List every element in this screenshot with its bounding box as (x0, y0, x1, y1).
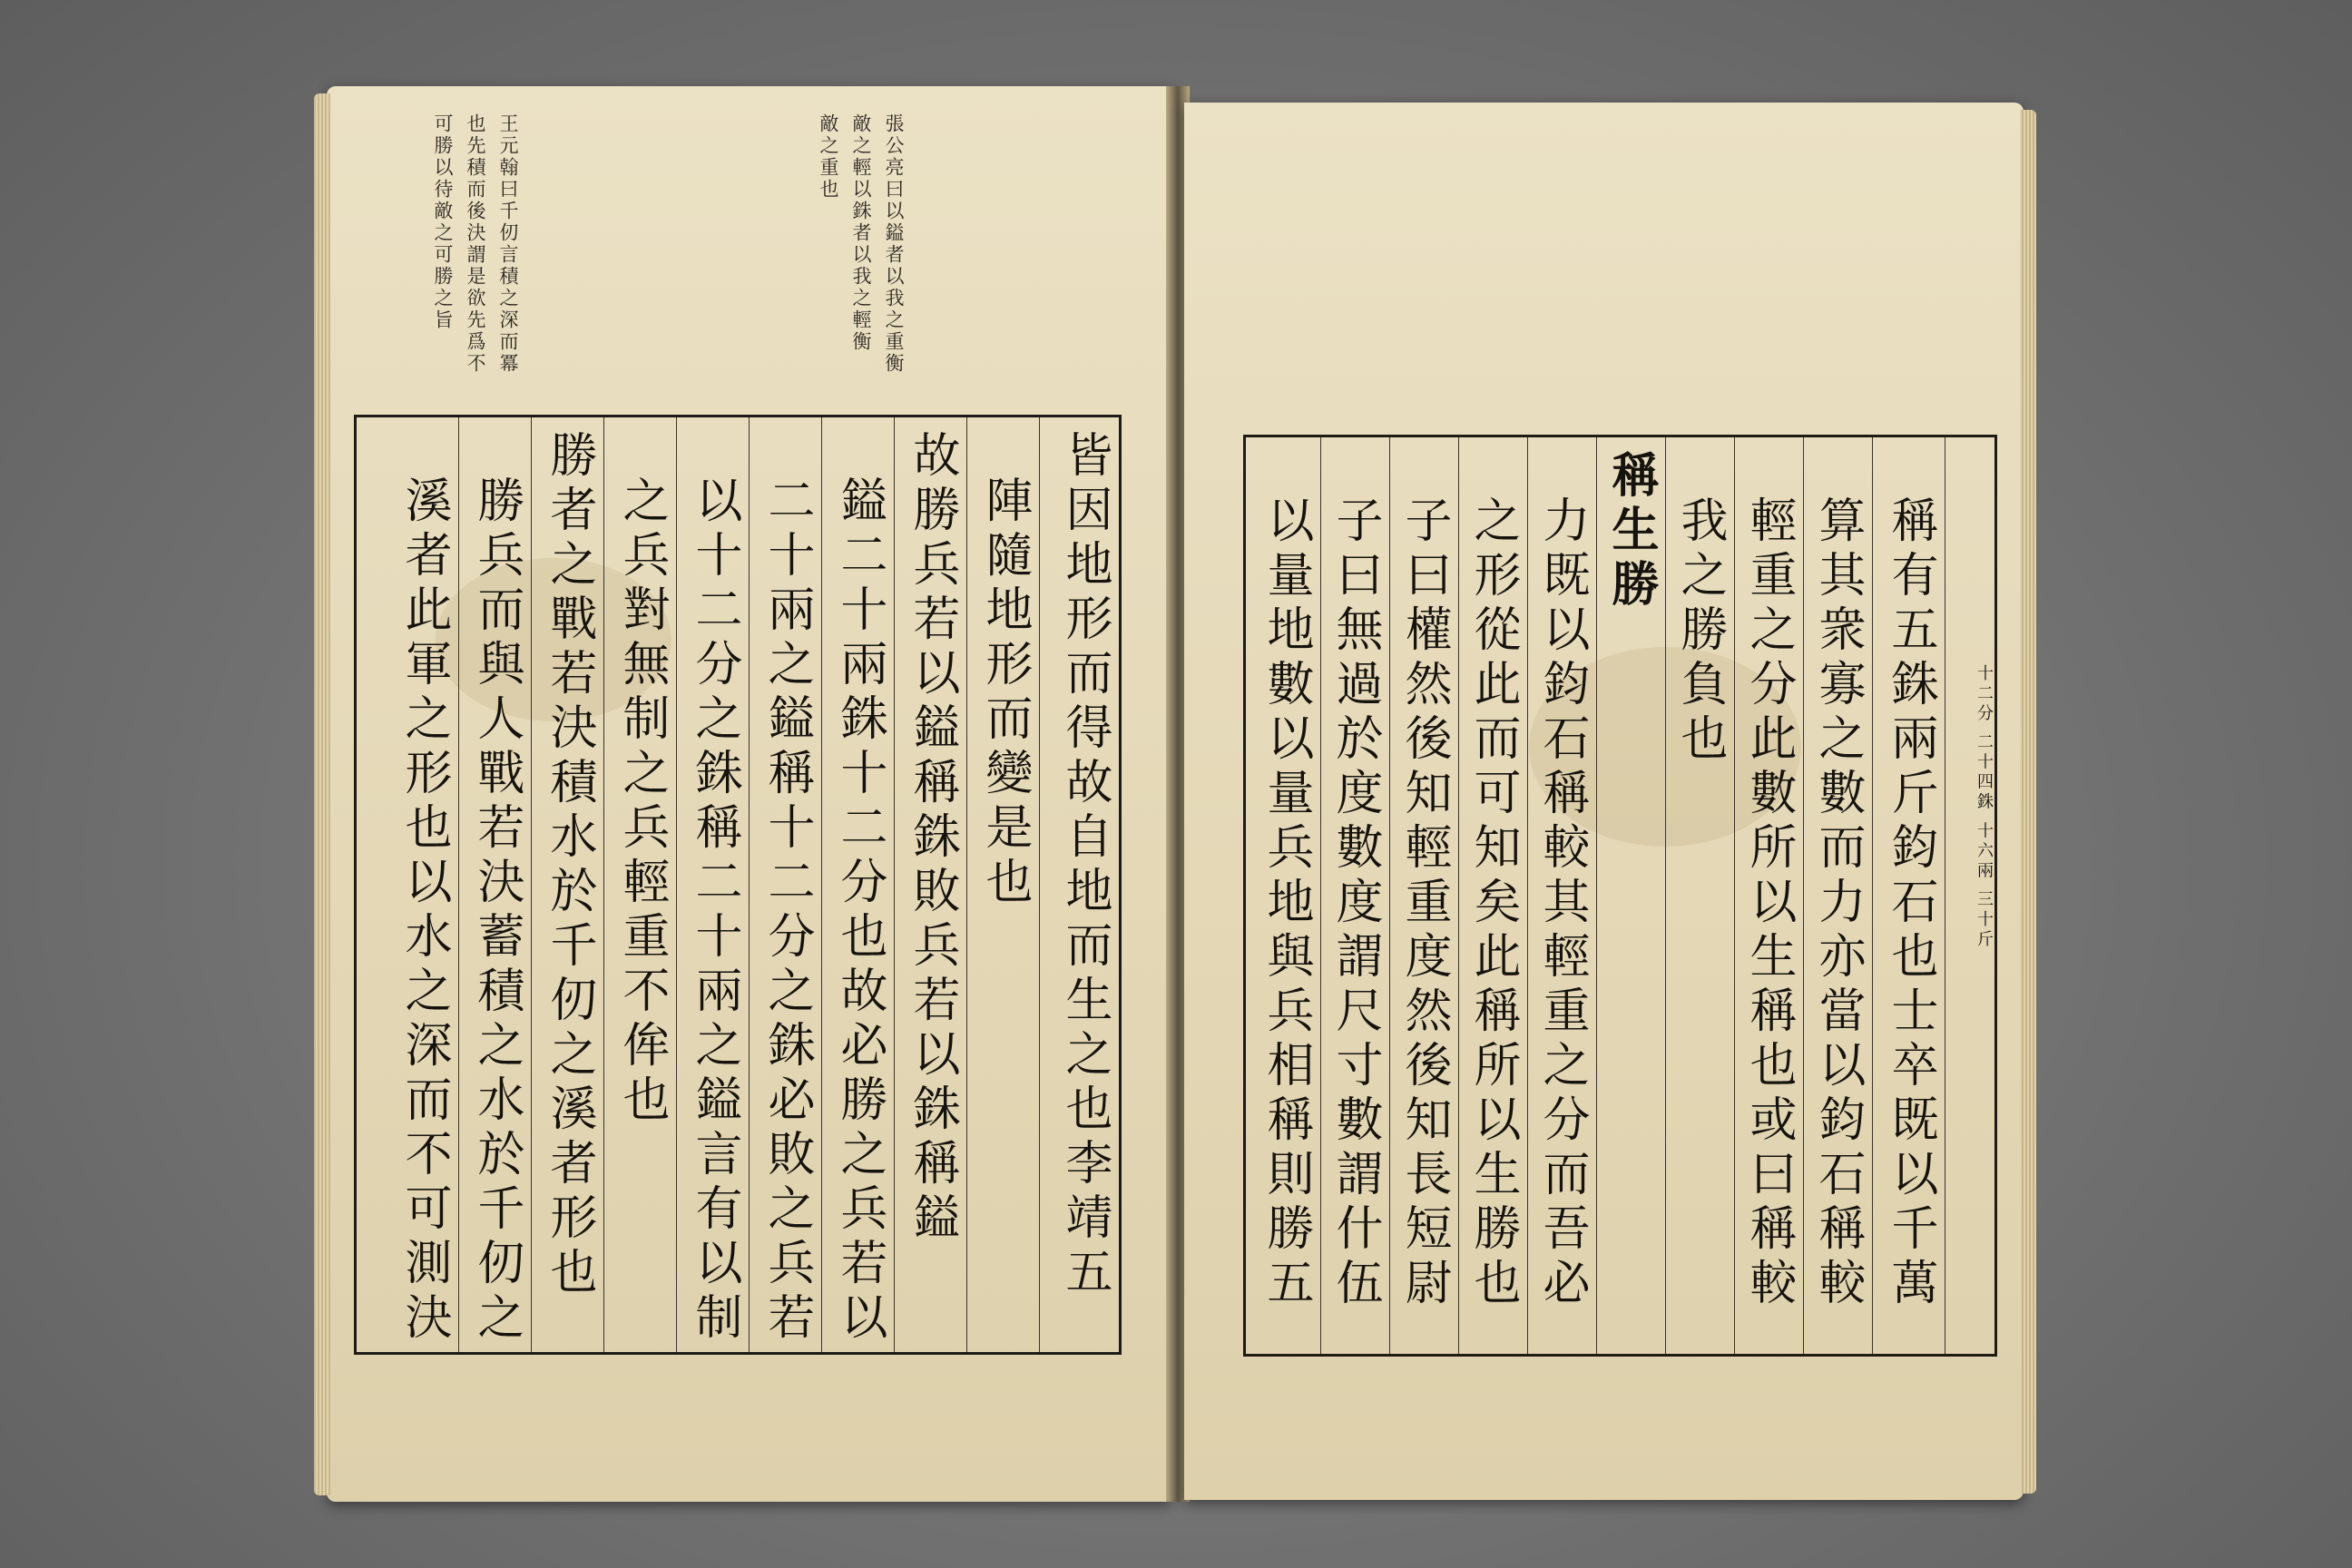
text-column: 我之勝負也 (1665, 437, 1734, 1354)
text-column: 子曰權然後知輕重度然後知長短尉 (1389, 437, 1458, 1354)
text-column: 輕重之分此數所以生稱也或曰稱較 (1734, 437, 1803, 1354)
text-column: 鎰二十兩銖十二分也故必勝之兵若以 (821, 417, 894, 1352)
note-column: 敵之輕以銖者以我之輕衡 (850, 113, 872, 353)
left-notes-b (431, 113, 520, 375)
text-column: 以量地數以量兵地與兵相稱則勝五 (1259, 495, 1313, 1312)
text-column: 力既以鈞石稱較其輕重之分而吾必 (1527, 437, 1596, 1354)
note-column: 張公亮曰以鎰者以我之重衡 (883, 113, 905, 375)
folio-column: 十二分 二十四銖 十六兩 三十斤 (1945, 437, 1994, 1354)
text-column: 陣隨地形而變是也 (966, 417, 1039, 1352)
text-column: 二十兩之鎰稱十二分之銖必敗之兵若 (749, 417, 821, 1352)
text-column: 皆因地形而得故自地而生之也李靖五 (1039, 417, 1119, 1352)
right-text-frame (1243, 435, 1997, 1357)
text-column: 溪者此軍之形也以水之深而不可測決 (397, 475, 451, 1347)
note-column: 可勝以待敵之可勝之旨 (432, 113, 454, 331)
right-page (1184, 103, 2024, 1500)
text-column: 以十二分之銖稱二十兩之鎰言有以制 (676, 417, 749, 1352)
text-column: 勝者之戰若決積水於千仞之溪者形也 (531, 417, 603, 1352)
left-notes-a (817, 113, 906, 375)
note-column: 敵之重也 (818, 113, 839, 201)
text-column: 之形從此而可知矣此稱所以生勝也 (1458, 437, 1527, 1354)
note-column: 王元翰曰千仞言積之深而冪 (497, 113, 519, 375)
text-column: 故勝兵若以鎰稱銖敗兵若以銖稱鎰 (894, 417, 966, 1352)
left-text-frame (354, 415, 1122, 1355)
note-column: 也先積而後決謂是欲先爲不 (465, 113, 486, 375)
text-column: 勝兵而與人戰若決蓄積之水於千仞之 (458, 417, 531, 1352)
text-column: 子曰無過於度數度謂尺寸數謂什伍 (1320, 437, 1389, 1354)
section-heading: 稱生勝 (1596, 437, 1665, 1354)
left-page (327, 86, 1171, 1502)
text-column: 之兵對無制之兵輕重不侔也 (603, 417, 676, 1352)
open-book (327, 86, 2024, 1502)
text-column: 算其衆寡之數而力亦當以鈞石稱較 (1803, 437, 1872, 1354)
text-column: 稱有五銖兩斤鈞石也士卒既以千萬 (1872, 437, 1945, 1354)
